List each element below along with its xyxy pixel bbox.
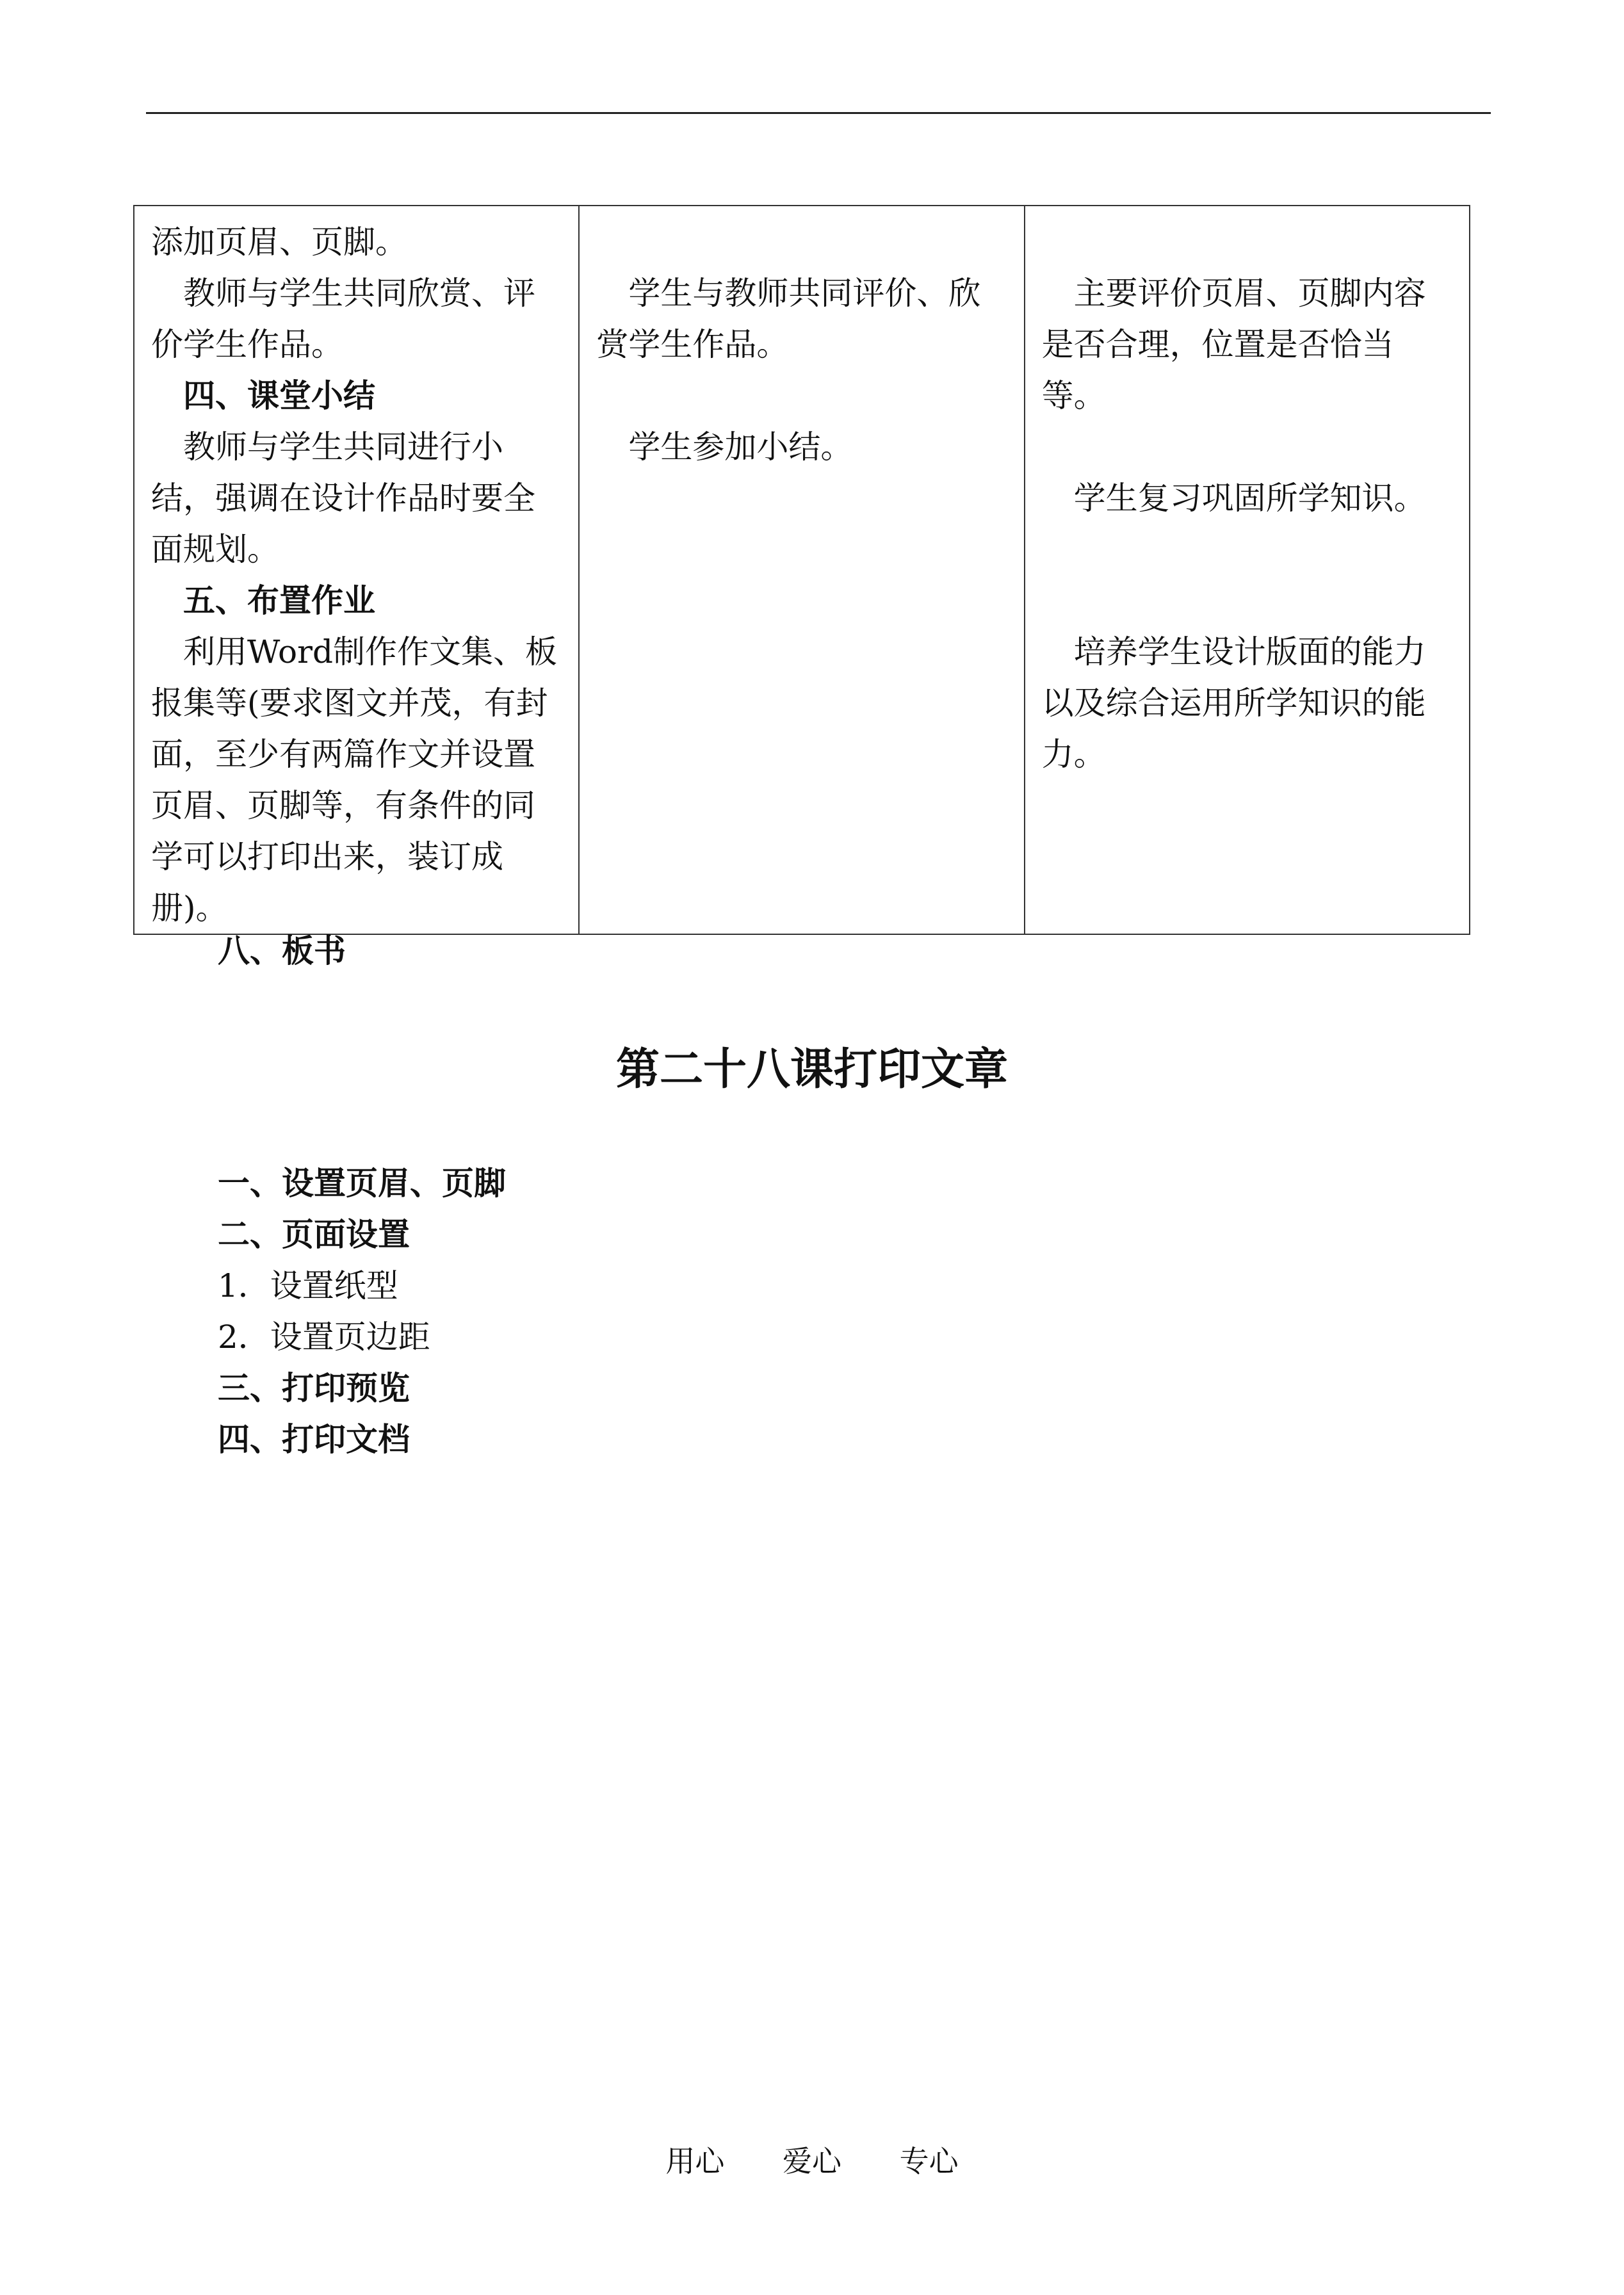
col2-paragraph-1: 学生与教师共同评价、欣赏学生作品。 — [596, 275, 981, 363]
col1-paragraph-4: 利用Word制作作文集、板报集等(要求图文并茂，有封面，至少有两篇作文并设置页眉、页脚等，有条件的同学可以打印出来，装订成册)。 — [151, 633, 558, 927]
footer-word-1: 用心 — [665, 2144, 725, 2178]
header-rule — [146, 112, 1491, 114]
outline-subitem-2: 2．设置页边距 — [218, 1318, 430, 1356]
col3-paragraph-3: 培养学生设计版面的能力以及综合运用所学知识的能力。 — [1041, 633, 1426, 773]
col2-paragraph-2: 学生参加小结。 — [628, 428, 853, 466]
col3-paragraph-1: 主要评价页眉、页脚内容是否合理，位置是否恰当等。 — [1041, 275, 1426, 414]
col1-heading-summary: 四、课堂小结 — [183, 377, 375, 414]
page-footer — [0, 2139, 1624, 2184]
col1-paragraph-3: 教师与学生共同进行小结，强调在设计作品时要全面规划。 — [151, 428, 535, 568]
footer-word-2: 爱心 — [783, 2144, 841, 2178]
blackboard-outline — [218, 1158, 506, 1465]
outline-item-2: 二、页面设置 — [218, 1215, 410, 1253]
design-intent-cell — [1025, 206, 1470, 934]
col1-heading-homework: 五、布置作业 — [183, 581, 375, 619]
outline-item-3: 三、打印预览 — [218, 1369, 410, 1407]
teacher-activity-cell — [134, 206, 579, 934]
col1-paragraph-1: 添加页眉、页脚。 — [151, 223, 407, 261]
outline-subitem-1: 1．设置纸型 — [218, 1267, 398, 1304]
lesson-table — [133, 205, 1470, 935]
outline-item-1: 一、设置页眉、页脚 — [218, 1164, 506, 1202]
footer-word-3: 专心 — [899, 2144, 959, 2178]
table-row — [134, 206, 1470, 934]
lesson-title: 第二十八课打印文章 — [615, 1044, 1008, 1095]
section-heading-blackboard: 八、板书 — [218, 932, 346, 969]
outline-item-4: 四、打印文档 — [218, 1420, 410, 1458]
col3-paragraph-2: 学生复习巩固所学知识。 — [1073, 480, 1426, 517]
col1-paragraph-2: 教师与学生共同欣赏、评价学生作品。 — [151, 275, 535, 363]
student-activity-cell — [579, 206, 1024, 934]
